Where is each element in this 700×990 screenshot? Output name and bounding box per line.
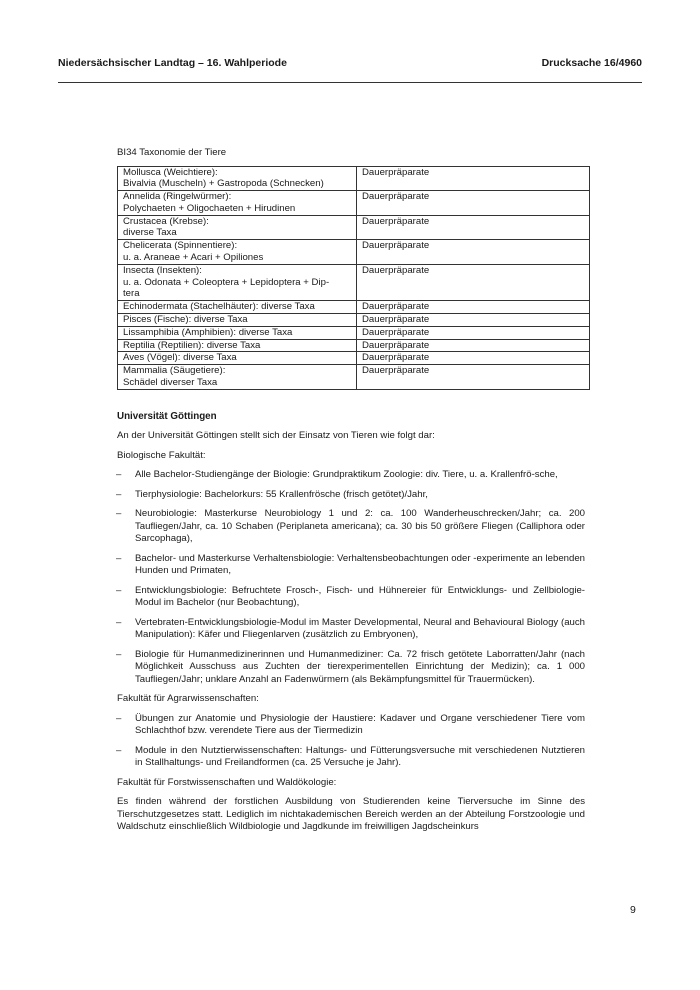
taxon-text: Annelida (Ringelwürmer): Polychaeten + Oligochaeten + Hirudinen (123, 191, 296, 214)
type-text: Dauerpräparate (362, 339, 430, 351)
taxon-text: Chelicerata (Spinnentiere): u. a. Araneae + Acari + Opiliones (123, 240, 264, 264)
type-text: Dauerpräparate (362, 264, 430, 276)
type-cell (357, 301, 590, 314)
list-item-text: Biologie für Humanmedizinerinnen und Humanmediziner: Ca. 72 frisch getötete Laborratten/Jahr (nach Möglichkeit Ausschuss aus Zuchten der tierexperimentellen Einrichtung der Medizin); ca. 1 000 Taufliegen/Jahr; unklare Anzahl an Fadenwürmern (als Bekämpfungsmittel für Trauermücken). (135, 648, 585, 685)
taxon-text: Crustacea (Krebse): diverse Taxa (123, 215, 209, 239)
list-item (117, 745, 585, 770)
table-title: BI34 Taxonomie der Tiere (117, 147, 227, 158)
bio-faculty-heading: Biologische Fakultät: (117, 449, 206, 461)
taxon-cell (118, 326, 357, 339)
type-cell (357, 339, 590, 352)
type-cell (357, 314, 590, 327)
table-row (118, 352, 590, 365)
taxon-cell (118, 314, 357, 327)
table-row (118, 314, 590, 327)
header-document-number: Drucksache 16/4960 (541, 57, 642, 69)
list-item (117, 585, 585, 610)
list-item-text: Bachelor- und Masterkurse Verhaltensbiologie: Verhaltensbeobachtungen oder -experimente an lebenden Hunden und Primaten, (135, 552, 585, 577)
dash-bullet: – (116, 616, 122, 628)
agrar-list (117, 713, 585, 770)
list-item-text: Neurobiologie: Masterkurse Neurobiology 1 und 2: ca. 100 Wanderheuschrecken/Jahr; ca. 200 Taufliegen/Jahr, ca. 10 Schaben (Periplaneta americana); ca. 30 bis 50 größere Fliegen (Calliphora oder Sarcophaga), (135, 508, 585, 545)
list-item-text: Übungen zur Anatomie und Physiologie der Haustiere: Kadaver und Organe verschiedener Tiere vom Schlachthof bzw. verendete Tiere aus der Tiermedizin (135, 712, 585, 737)
type-cell (357, 215, 590, 240)
table-row (118, 215, 590, 240)
taxon-text: Insecta (Insekten): u. a. Odonata + Coleoptera + Lepidoptera + Dip- tera (123, 264, 330, 300)
taxon-cell (118, 240, 357, 265)
list-item (117, 489, 585, 502)
type-text: Dauerpräparate (362, 215, 430, 227)
forst-faculty-heading: Fakultät für Forstwissenschaften und Waldökologie: (117, 776, 337, 788)
type-cell (357, 365, 590, 390)
taxon-text: Echinodermata (Stachelhäuter): diverse Taxa (123, 301, 315, 313)
taxon-cell (118, 166, 357, 191)
type-text: Dauerpräparate (362, 240, 430, 252)
type-text: Dauerpräparate (362, 314, 430, 326)
list-item-text: Module in den Nutztierwissenschaften: Haltungs- und Fütterungsversuche mit verschiedenen Nutztieren in Stallhaltungs- und Freilandformen (ca. 25 Versuche je Jahr). (135, 744, 585, 769)
taxon-cell (118, 365, 357, 390)
list-item (117, 617, 585, 642)
bio-list (117, 469, 585, 686)
dash-bullet: – (116, 508, 122, 520)
taxon-text: Mammalia (Säugetiere): Schädel diverser Taxa (123, 365, 226, 389)
table-row (118, 301, 590, 314)
type-cell (357, 264, 590, 300)
type-text: Dauerpräparate (362, 365, 430, 377)
list-item-text: Alle Bachelor-Studiengänge der Biologie: Grundpraktikum Zoologie: div. Tiere, u. a. Krallenfrö-sche, (135, 469, 558, 481)
header-divider (58, 82, 642, 83)
taxon-text: Aves (Vögel): diverse Taxa (123, 352, 237, 364)
type-text: Dauerpräparate (362, 326, 430, 338)
list-item (117, 508, 585, 546)
table-row (118, 339, 590, 352)
page-content (117, 147, 585, 841)
table-row (118, 326, 590, 339)
dash-bullet: – (116, 552, 122, 564)
dash-bullet: – (116, 469, 122, 481)
section-heading: Universität Göttingen (117, 410, 217, 422)
taxonomy-table (117, 166, 590, 390)
type-text: Dauerpräparate (362, 191, 430, 203)
intro-paragraph: An der Universität Göttingen stellt sich der Einsatz von Tieren wie folgt dar: (117, 430, 435, 442)
taxon-cell (118, 301, 357, 314)
type-cell (357, 352, 590, 365)
table-row (118, 240, 590, 265)
taxon-cell (118, 191, 357, 216)
taxon-text: Pisces (Fische): diverse Taxa (123, 314, 248, 326)
list-item (117, 553, 585, 578)
type-text: Dauerpräparate (362, 352, 430, 364)
list-item (117, 649, 585, 687)
list-item-text: Vertebraten-Entwicklungsbiologie-Modul im Master Developmental, Neural and Behavioural Biology (auch Manipulation): Käfer und Fliegenlarven (zusätzlich zu Embryonen), (135, 616, 585, 641)
dash-bullet: – (116, 584, 122, 596)
header-parliament: Niedersächsischer Landtag – 16. Wahlperiode (58, 57, 287, 69)
taxon-cell (118, 215, 357, 240)
list-item-text: Entwicklungsbiologie: Befruchtete Frosch-, Fisch- und Hühnereier für Entwicklungs- und Zellbiologie-Modul im Bachelor (nur Beobachtung), (135, 584, 585, 609)
type-text: Dauerpräparate (362, 301, 430, 313)
list-item (117, 469, 585, 482)
forst-paragraph: Es finden während der forstlichen Ausbildung von Studierenden keine Tierversuche im Sinne des Tierschutzgesetzes statt. Lediglich im nichtakademischen Bereich werden an der Abteilung Forstzoologie und Waldschutz einschließlich Wildbiologie und Jagdkunde im freiwilligen Jagdscheinkurs (117, 796, 585, 833)
taxon-cell (118, 352, 357, 365)
table-row (118, 191, 590, 216)
table-row (118, 166, 590, 191)
type-cell (357, 191, 590, 216)
table-row (118, 365, 590, 390)
dash-bullet: – (116, 488, 122, 500)
taxon-text: Mollusca (Weichtiere): Bivalvia (Muscheln) + Gastropoda (Schnecken) (123, 166, 324, 190)
type-text: Dauerpräparate (362, 166, 430, 178)
table-row (118, 264, 590, 300)
taxon-text: Reptilia (Reptilien): diverse Taxa (123, 339, 261, 351)
taxon-text: Lissamphibia (Amphibien): diverse Taxa (123, 326, 293, 338)
dash-bullet: – (116, 712, 122, 724)
dash-bullet: – (116, 744, 122, 756)
type-cell (357, 166, 590, 191)
page-number: 9 (630, 904, 636, 916)
list-item (117, 713, 585, 738)
taxon-cell (118, 264, 357, 300)
type-cell (357, 326, 590, 339)
type-cell (357, 240, 590, 265)
dash-bullet: – (116, 648, 122, 660)
list-item-text: Tierphysiologie: Bachelorkurs: 55 Krallenfrösche (frisch getötet)/Jahr, (135, 488, 428, 500)
taxon-cell (118, 339, 357, 352)
agrar-faculty-heading: Fakultät für Agrarwissenschaften: (117, 693, 259, 705)
